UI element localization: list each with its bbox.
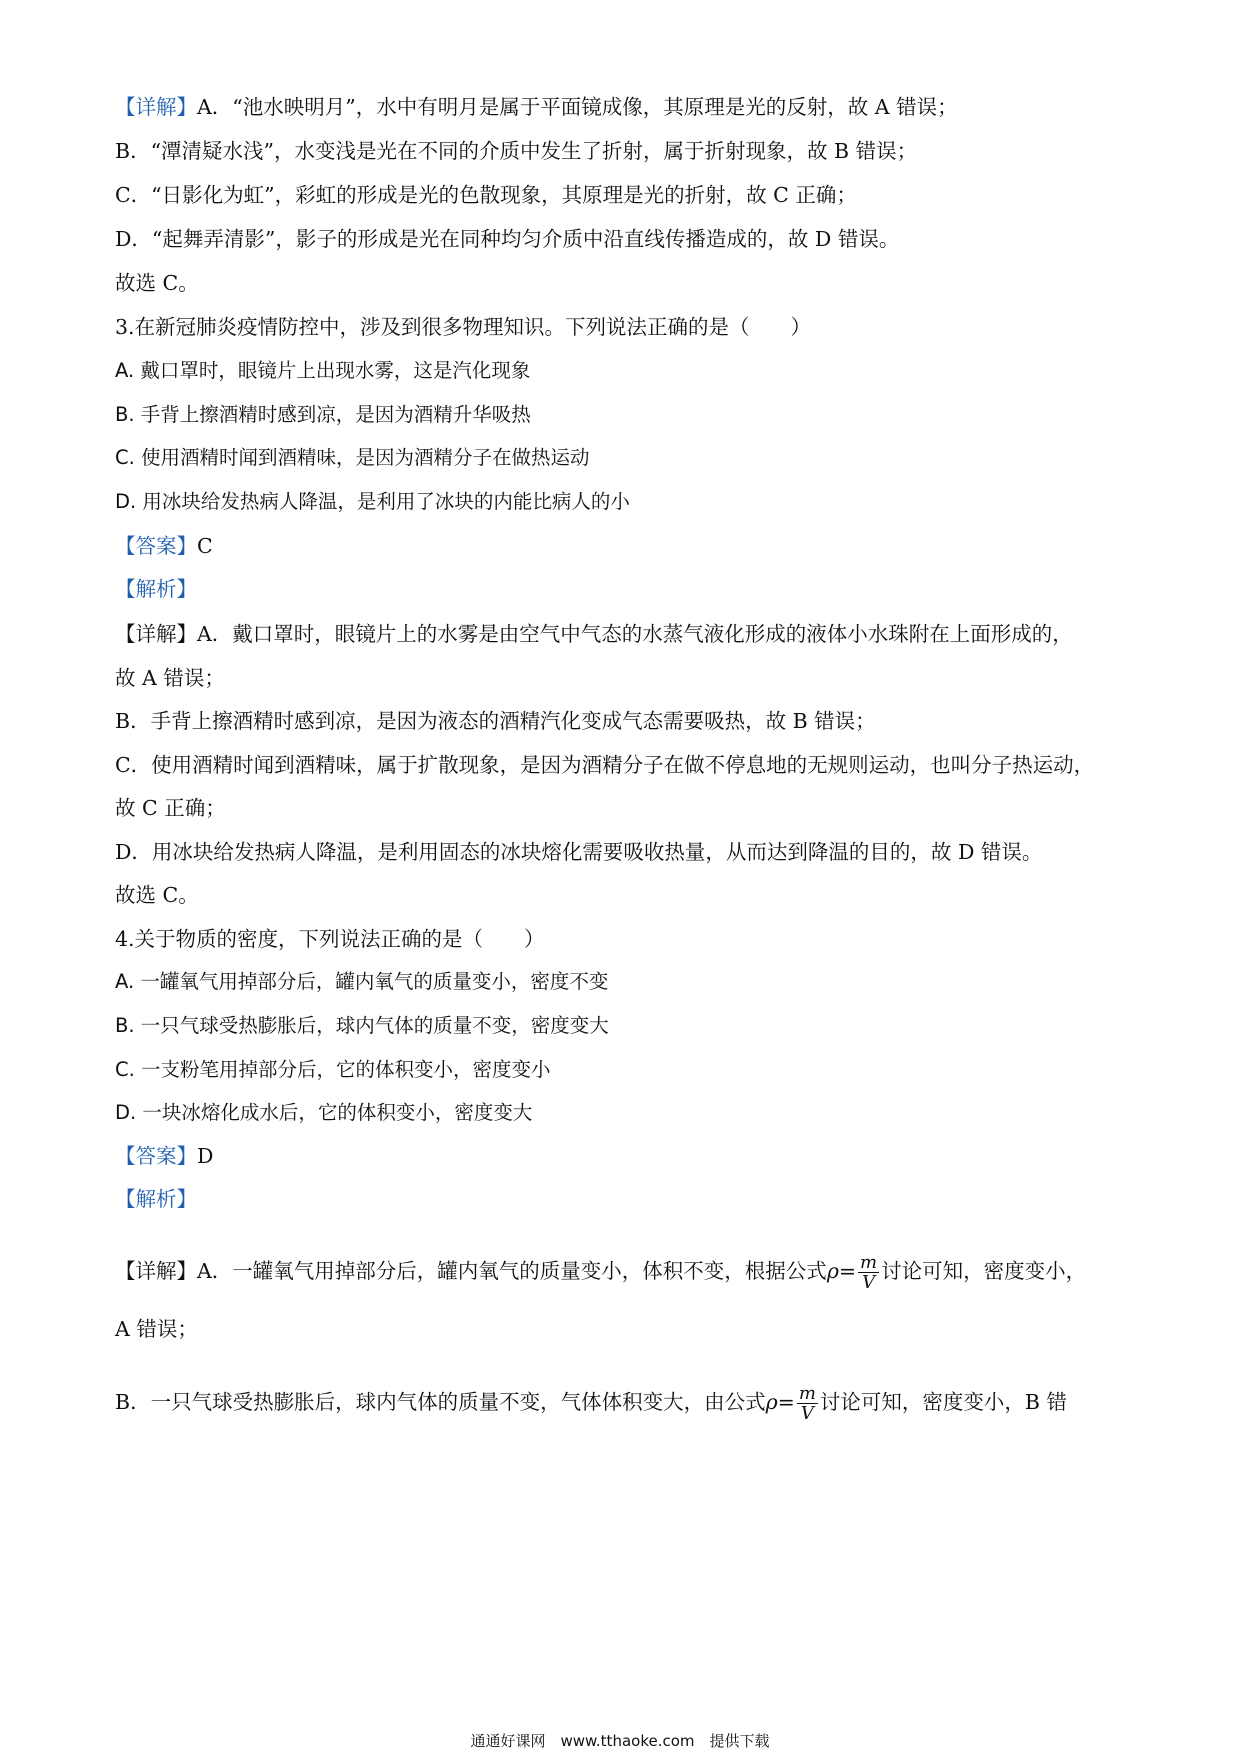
q3-option-c: C. 使用酒精时闻到酒精味，是因为酒精分子在做热运动 <box>115 446 590 469</box>
fraction-denominator: V <box>862 1272 876 1293</box>
q2-detail-c: C．“日影化为虹”，彩虹的形成是光的色散现象，其原理是光的折射，故 C 正确； <box>115 183 857 207</box>
density-fraction <box>858 1253 879 1292</box>
q3-option-a: A. 戴口罩时，眼镜片上出现水雾，这是汽化现象 <box>115 359 531 382</box>
fraction-denominator: V <box>800 1403 814 1424</box>
q3-detail-a: 【详解】A．戴口罩时，眼镜片上的水雾是由空气中气态的水蒸气液化形成的液体小水珠附在上面形成的， <box>115 622 1073 646</box>
q3-analysis-tag: 【解析】 <box>115 577 197 601</box>
q3-detail-d: D．用冰块给发热病人降温，是利用固态的冰块熔化需要吸收热量，从而达到降温的目的，故 D 错误。 <box>115 840 1043 864</box>
q3-answer-tag: 【答案】 <box>115 534 197 558</box>
q2-detail-tag: 【详解】 <box>115 95 197 119</box>
q2-conclusion: 故选 C。 <box>115 271 199 295</box>
q2-detail-a: 【详解】A．“池水映明月”，水中有明月是属于平面镜成像，其原理是光的反射，故 A 错误； <box>115 95 958 119</box>
q3-conclusion: 故选 C。 <box>115 883 199 907</box>
fraction-numerator: m <box>860 1252 878 1273</box>
q4-answer-value: D <box>197 1144 214 1168</box>
q3-detail-tag: 【详解】 <box>115 622 197 646</box>
q3-analysis <box>115 574 197 604</box>
q4-analysis-tag: 【解析】 <box>115 1187 197 1211</box>
q3-answer-value: C <box>197 534 213 558</box>
q3-detail-b: B．手背上擦酒精时感到凉，是因为液态的酒精汽化变成气态需要吸热，故 B 错误； <box>115 709 876 733</box>
q4-option-a: A. 一罐氧气用掉部分后，罐内氧气的质量变小，密度不变 <box>115 970 609 993</box>
q3-stem: 3.在新冠肺炎疫情防控中，涉及到很多物理知识。下列说法正确的是（ ） <box>115 315 812 339</box>
page-footer: 通通好课网 www.tthaoke.com 提供下载 <box>470 1732 770 1750</box>
q3-answer <box>115 531 213 561</box>
q3-option-d: D. 用冰块给发热病人降温，是利用了冰块的内能比病人的小 <box>115 490 630 513</box>
q2-detail-b: B．“潭清疑水浅”，水变浅是光在不同的介质中发生了折射，属于折射现象，故 B 错误； <box>115 139 918 163</box>
q4-option-b: B. 一只气球受热膨胀后，球内气体的质量不变，密度变大 <box>115 1014 609 1037</box>
density-formula-lhs: ρ= <box>765 1390 795 1414</box>
fraction-numerator: m <box>798 1383 816 1404</box>
q4-detail-a: 【详解】A．一罐氧气用掉部分后，罐内氧气的质量变小，体积不变，根据公式ρ= $\frac{m}{V}$ 讨论可知，密度变小， <box>115 1252 1087 1293</box>
q4-answer <box>115 1141 213 1171</box>
q4-detail-tag: 【详解】 <box>115 1259 197 1283</box>
q3-option-b: B. 手背上擦酒精时感到凉，是因为酒精升华吸热 <box>115 403 531 426</box>
q3-detail-c-cont: 故 C 正确； <box>115 796 226 820</box>
q4-stem: 4.关于物质的密度，下列说法正确的是（ ） <box>115 927 545 951</box>
q3-detail-c: C．使用酒精时闻到酒精味，属于扩散现象，是因为酒精分子在做不停息地的无规则运动，也叫分子热运动， <box>115 753 1095 777</box>
q4-analysis <box>115 1184 197 1214</box>
q4-option-c: C. 一支粉笔用掉部分后，它的体积变小，密度变小 <box>115 1058 551 1081</box>
density-formula-lhs: ρ= <box>826 1259 857 1283</box>
q4-detail-b: B．一只气球受热膨胀后，球内气体的质量不变，气体体积变大，由公式ρ= $\frac{m}{V}$ 讨论可知，密度变小，B 错 <box>115 1383 1067 1424</box>
density-fraction <box>797 1384 818 1423</box>
q4-answer-tag: 【答案】 <box>115 1144 197 1168</box>
q3-detail-a-cont: 故 A 错误； <box>115 666 225 690</box>
q4-option-d: D. 一块冰熔化成水后，它的体积变小，密度变大 <box>115 1101 533 1124</box>
q2-detail-d: D．“起舞弄清影”，影子的形成是光在同种均匀介质中沿直线传播造成的，故 D 错误。 <box>115 227 900 251</box>
q4-detail-a-cont: A 错误； <box>115 1317 198 1341</box>
